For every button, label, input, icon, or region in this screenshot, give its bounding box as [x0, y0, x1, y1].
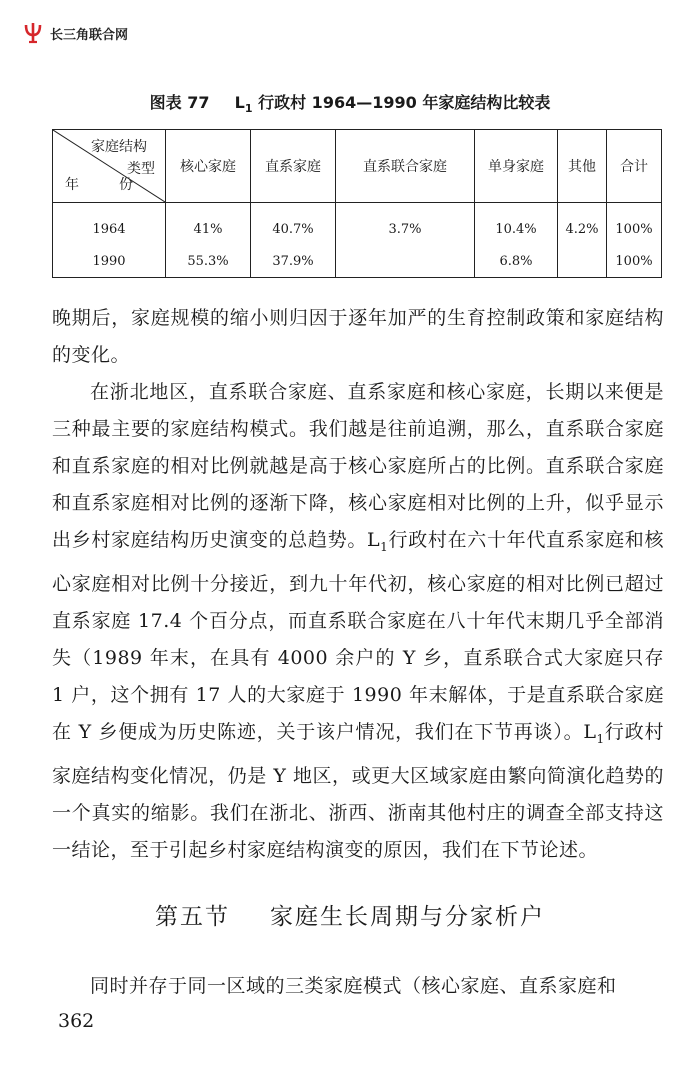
- site-header: [22, 22, 128, 44]
- table-cell: 55.3%: [166, 245, 251, 278]
- column-header: 直系联合家庭: [336, 130, 475, 203]
- table-corner-cell: [53, 130, 166, 203]
- section-title: 家庭生长周期与分家析户: [270, 904, 545, 930]
- row-year: 1990: [53, 245, 166, 278]
- village-label-sub: 1: [380, 539, 389, 554]
- table-cell: 3.7%: [336, 203, 475, 246]
- paragraph-main: [52, 374, 664, 869]
- table-title-rest: 行政村 1964—1990 年家庭结构比较表: [258, 93, 551, 112]
- column-header: 单身家庭: [475, 130, 558, 203]
- village-label-l: L: [367, 529, 381, 551]
- row-year: 1964: [53, 203, 166, 246]
- table-cell: 41%: [166, 203, 251, 246]
- column-header: 核心家庭: [166, 130, 251, 203]
- site-logo-icon: [22, 22, 44, 44]
- table-cell: 100%: [607, 245, 662, 278]
- page-number: 362: [58, 1010, 95, 1032]
- paragraph-part: 行政村在六十年代直系家庭和核心家庭相对比例十分接近，到九十年代初，核心家庭的相对比例已超过直系家庭 17.4 个百分点，而直系联合家庭在八十年代末期几乎全部消失（1989 年末，在具有 4000 余户的 Y 乡，直系联合式大家庭只存 1 户，这个拥有 17 人的大家庭于 1990 年末解体，于是直系联合家庭在 Y 乡便成为历史陈迹，关于该户情况，我们在下节再谈）。: [52, 529, 664, 743]
- table-cell: 37.9%: [251, 245, 336, 278]
- table-cell: [558, 245, 607, 278]
- table-title: [0, 90, 700, 115]
- paragraph-part: 在浙北地区，直系联合家庭、直系家庭和核心家庭，长期以来便是三种最主要的家庭结构模式。我们越是往前追溯，那么，直系联合家庭和直系家庭的相对比例就越是高于核心家庭所占的比例。直系联合家庭和直系家庭相对比例的逐渐下降，核心家庭相对比例的上升，似乎显示出乡村家庭结构历史演变的总趋势。: [52, 381, 664, 551]
- table-header-row: [53, 130, 662, 203]
- table-row: [53, 203, 662, 246]
- column-header: 合计: [607, 130, 662, 203]
- corner-label-structure: 家庭结构: [91, 139, 147, 155]
- village-label-sub: 1: [596, 731, 605, 746]
- body-text: [52, 300, 664, 869]
- paragraph-start: 同时并存于同一区域的三类家庭模式（核心家庭、直系家庭和: [90, 975, 617, 997]
- table-cell: 40.7%: [251, 203, 336, 246]
- column-header: 其他: [558, 130, 607, 203]
- paragraph-continued: 晚期后，家庭规模的缩小则归因于逐年加严的生育控制政策和家庭结构的变化。: [52, 307, 664, 366]
- table-cell: [336, 245, 475, 278]
- table-cell: 6.8%: [475, 245, 558, 278]
- table-title-sub: 1: [244, 102, 253, 116]
- table-title-prefix: 图表 77: [149, 93, 210, 112]
- table-row: [53, 245, 662, 278]
- table-title-l: L: [234, 93, 245, 112]
- family-structure-table: [52, 129, 662, 278]
- column-header: 直系家庭: [251, 130, 336, 203]
- section-number: 第五节: [155, 904, 230, 930]
- section-heading: [0, 898, 700, 931]
- corner-label-type: 类型: [127, 161, 155, 177]
- table-cell: 4.2%: [558, 203, 607, 246]
- village-label-l: L: [583, 720, 597, 743]
- table-cell: 10.4%: [475, 203, 558, 246]
- site-name: 长三角联合网: [50, 27, 129, 43]
- paragraph-part: 行政村家庭结构变化情况，仍是 Y 地区，或更大区域家庭由繁向简演化趋势的一个真实的缩影。我们在浙北、浙西、浙南其他村庄的调查全部支持这一结论，至于引起乡村家庭结构演变的原因，我们在下节论述。: [52, 720, 664, 861]
- corner-label-fen: 份: [119, 177, 133, 193]
- corner-label-year: 年: [65, 177, 79, 193]
- table-cell: 100%: [607, 203, 662, 246]
